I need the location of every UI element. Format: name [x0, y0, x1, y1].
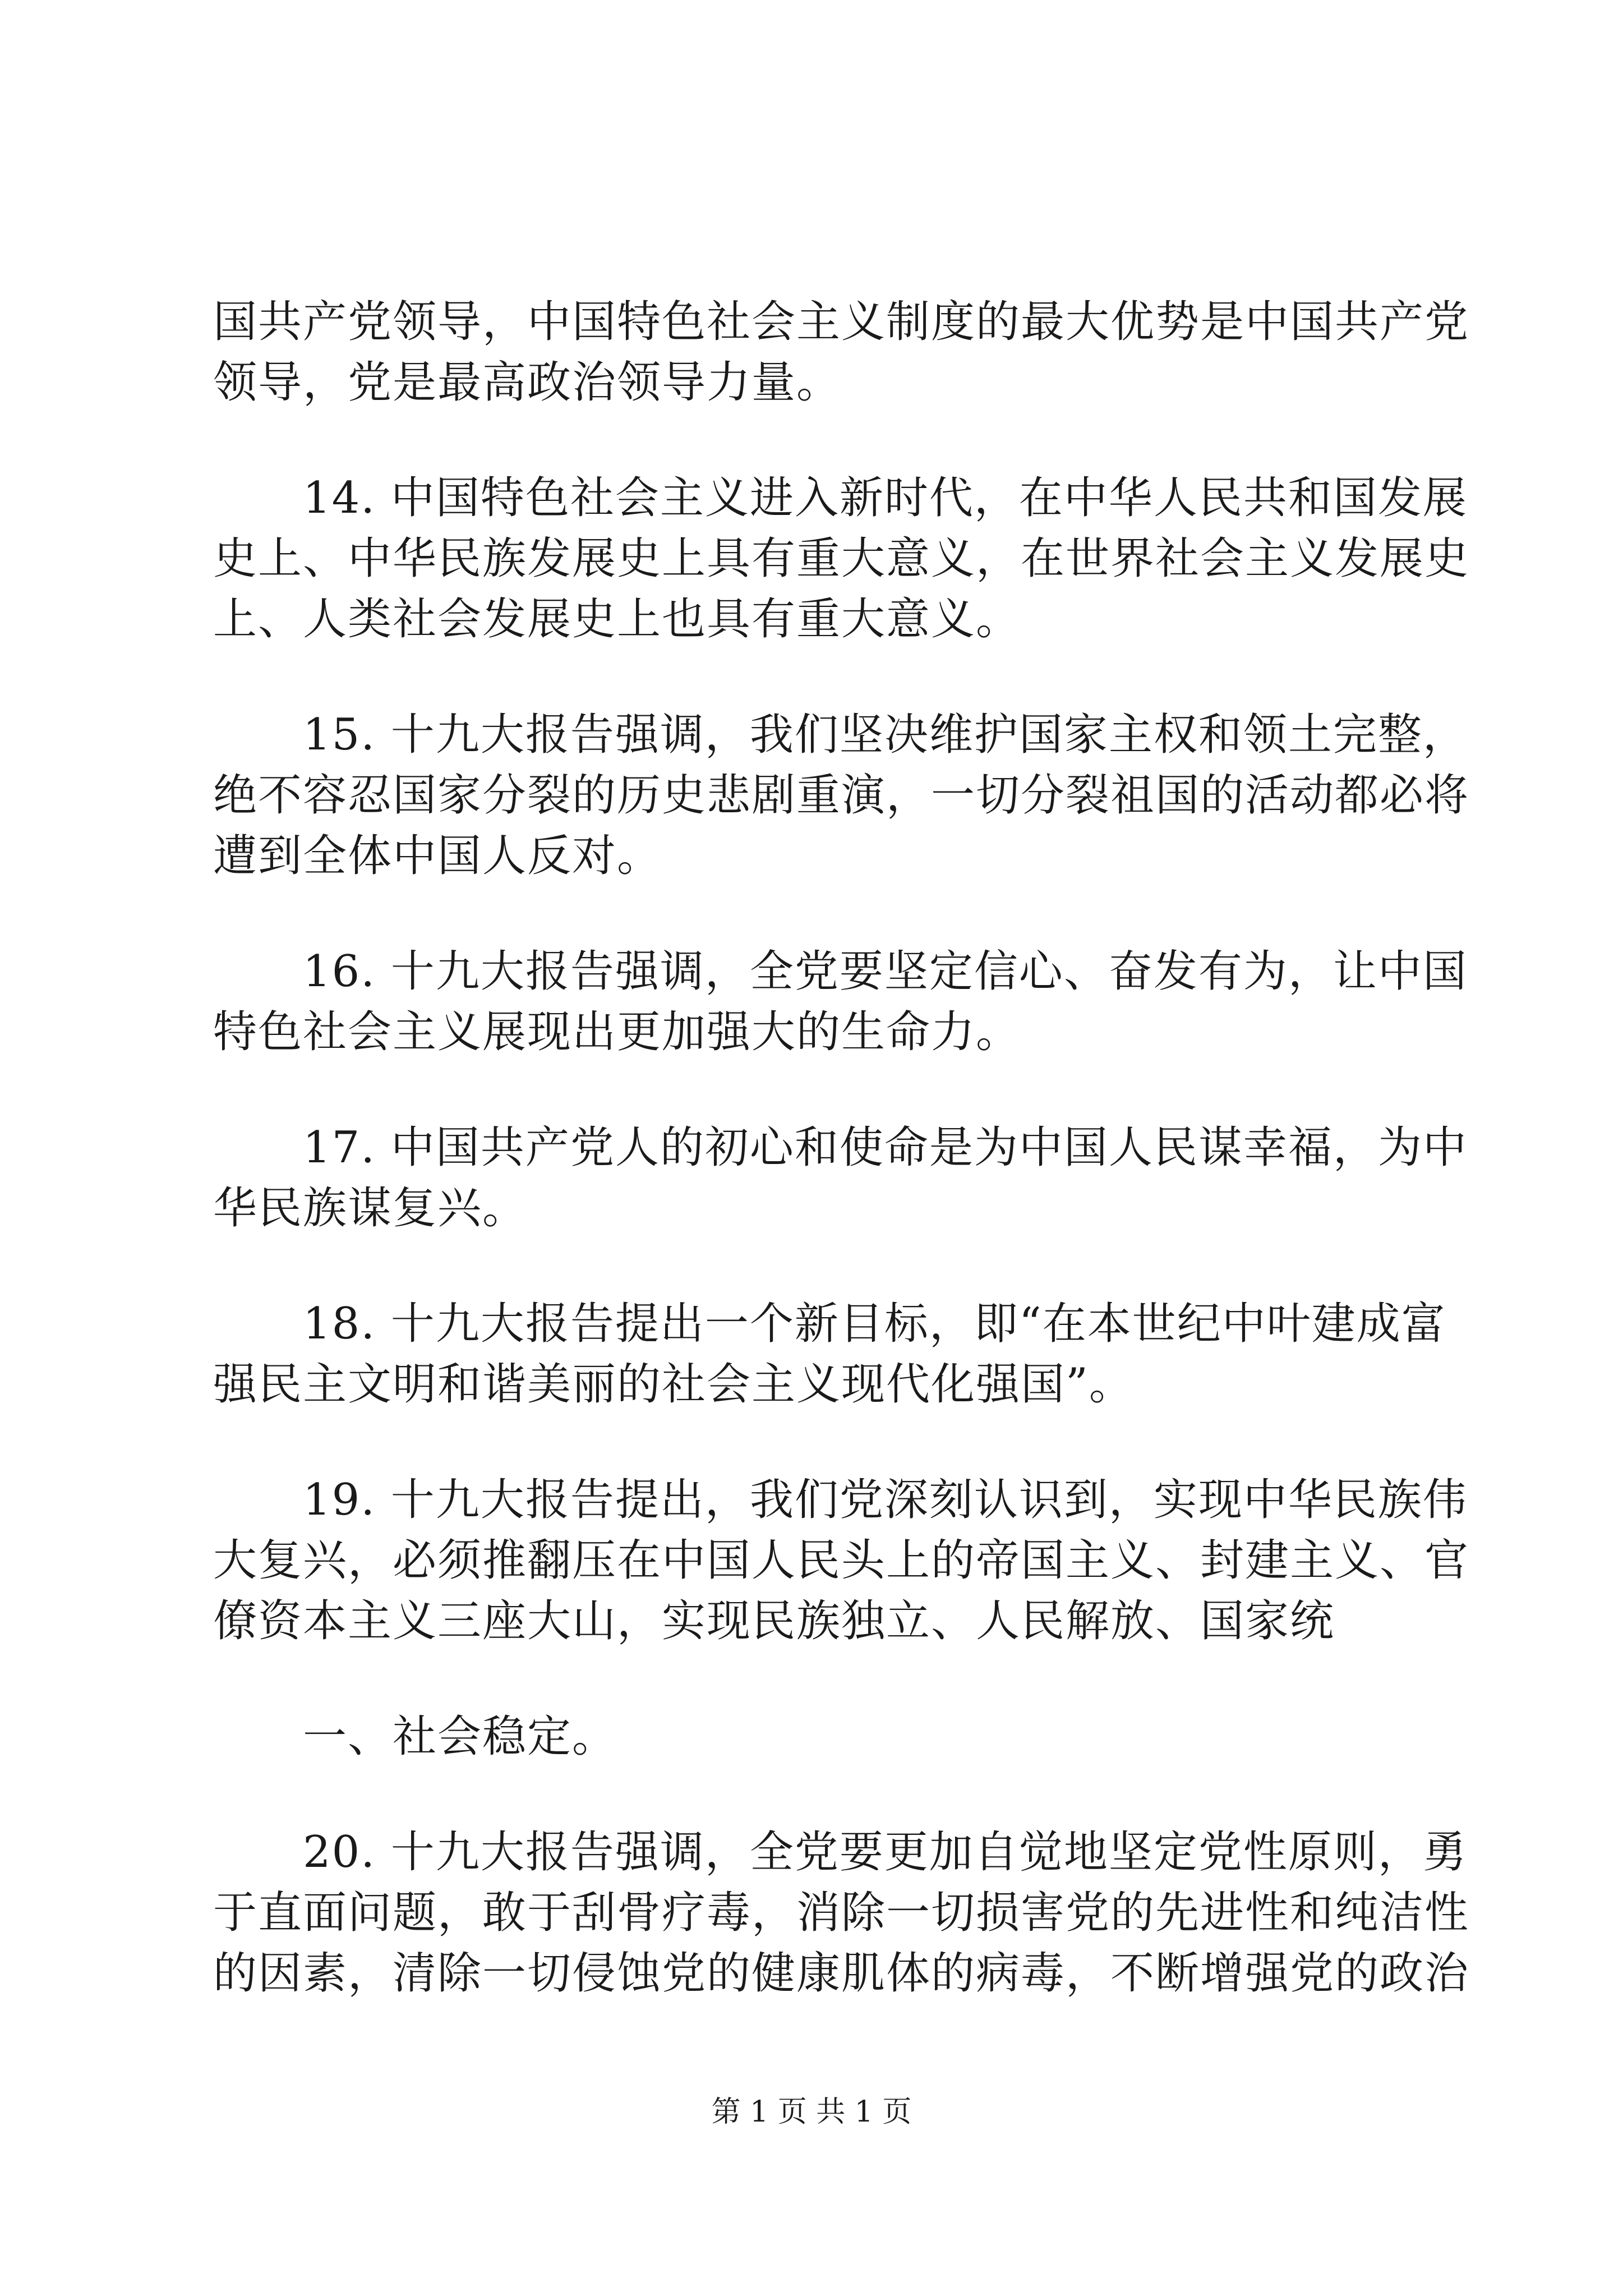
paragraph-line: 绝不容忍国家分裂的历史悲剧重演，一切分裂祖国的活动都必将	[213, 770, 1470, 821]
paragraph-19-continued	[213, 1706, 1413, 1767]
paragraph-line: 特色社会主义展现出更加强大的生命力。	[213, 1007, 1021, 1057]
paragraph-line: 的因素，清除一切侵蚀党的健康肌体的病毒，不断增强党的政治	[213, 1948, 1470, 1999]
page-number-label: 第 1 页 共 1 页	[711, 2095, 912, 2129]
paragraph-16	[213, 941, 1468, 1062]
paragraph-line: 僚资本主义三座大山，实现民族独立、人民解放、国家统	[213, 1596, 1335, 1646]
paragraph-line: 20. 十九大报告强调，全党要更加自觉地坚定党性原则，勇	[303, 1827, 1468, 1878]
page-footer	[0, 2092, 1623, 2132]
paragraph-line: 华民族谋复兴。	[213, 1183, 528, 1234]
paragraph-19	[213, 1470, 1470, 1651]
paragraph-13-continued	[213, 292, 1470, 413]
paragraph-line: 16. 十九大报告强调，全党要坚定信心、奋发有为，让中国	[303, 946, 1468, 997]
paragraph-line: 强民主文明和谐美丽的社会主义现代化强国”。	[213, 1359, 1134, 1410]
paragraph-line: 一、社会稳定。	[303, 1711, 617, 1762]
document-body	[213, 292, 1470, 2059]
paragraph-line: 14. 中国特色社会主义进入新时代，在中华人民共和国发展	[303, 473, 1468, 523]
paragraph-line: 国共产党领导，中国特色社会主义制度的最大优势是中国共产党	[213, 297, 1470, 347]
paragraph-line: 领导，党是最高政治领导力量。	[213, 357, 842, 408]
paragraph-line: 上、人类社会发展史上也具有重大意义。	[213, 594, 1021, 645]
paragraph-line: 史上、中华民族发展史上具有重大意义，在世界社会主义发展史	[213, 533, 1470, 584]
paragraph-17	[213, 1117, 1468, 1239]
paragraph-line: 遭到全体中国人反对。	[213, 831, 662, 881]
paragraph-line: 15. 十九大报告强调，我们坚决维护国家主权和领土完整，	[303, 710, 1468, 760]
paragraph-line: 17. 中国共产党人的初心和使命是为中国人民谋幸福，为中	[303, 1122, 1468, 1173]
paragraph-line: 19. 十九大报告提出，我们党深刻认识到，实现中华民族伟	[303, 1475, 1468, 1525]
paragraph-20	[213, 1822, 1470, 2004]
paragraph-18	[213, 1294, 1446, 1415]
paragraph-15	[213, 705, 1470, 886]
paragraph-line: 18. 十九大报告提出一个新目标，即“在本世纪中叶建成富	[303, 1299, 1446, 1349]
paragraph-line: 大复兴，必须推翻压在中国人民头上的帝国主义、封建主义、官	[213, 1535, 1470, 1586]
paragraph-14	[213, 468, 1470, 650]
paragraph-line: 于直面问题，敢于刮骨疗毒，消除一切损害党的先进性和纯洁性	[213, 1888, 1470, 1938]
